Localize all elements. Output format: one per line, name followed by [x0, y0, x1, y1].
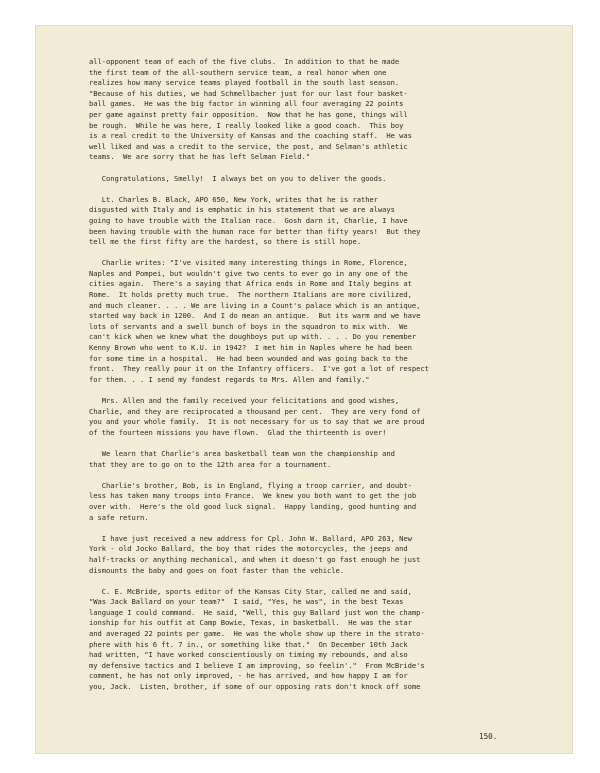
typewritten-text [89, 57, 526, 693]
text-line: lots of servants and a swell bunch of boys in the squadron to mix with. We [89, 321, 408, 331]
text-line: front. They really pour it on the Infantry officers. I've got a lot of respect [89, 364, 429, 374]
text-line: ionship for his outfit at Camp Bowie, Texas, in basketball. He was the star [89, 618, 412, 628]
paragraph [89, 396, 526, 438]
text-line: realizes how many service teams played football in the south last season. [89, 78, 400, 88]
paragraph [89, 481, 526, 523]
text-line: Mrs. Allen and the family received your felicitations and good wishes, [89, 396, 400, 405]
text-line: the first team of the all-southern service team, a real honor when one [89, 67, 387, 77]
text-line: Congratulations, Smelly! I always bet on you to deliver the goods. [89, 173, 387, 183]
paragraph [89, 195, 526, 248]
text-line: of the fourteen missions you have flown. Glad the thirteenth is over! [89, 427, 387, 437]
text-line: teams. We are sorry that he has left Selman Field." [89, 152, 310, 162]
text-line: my defensive tactics and I believe I am improving, so feelin'." From McBride's [89, 660, 425, 670]
paragraph [89, 449, 526, 470]
text-line: Naples and Pompei, but wouldn't give two cents to ever go in any one of the [89, 268, 408, 278]
text-line: half-tracks or anything mechanical, and when it doesn't go fast enough he just [89, 554, 421, 564]
text-line: Charlie's brother, Bob, is in England, flying a troop carrier, and doubt- [89, 480, 412, 490]
text-line: for them. . . I send my fondest regards to Mrs. Allen and family." [89, 374, 370, 384]
text-line: I have just received a new address for Cpl. John W. Ballard, APO 263, New [89, 533, 412, 543]
text-line: and averaged 22 points per game. He was the whole show up there in the strato- [89, 629, 425, 639]
text-line: We learn that Charlie's area basketball team won the championship and [89, 448, 395, 458]
text-line: York - old Jocko Ballard, the boy that rides the motorcycles, the jeeps and [89, 544, 408, 554]
paragraph [89, 534, 526, 576]
text-line: dismounts the baby and goes on foot faster than the vehicle. [89, 565, 344, 575]
text-line: you and your whole family. It is not necessary for us to say that we are proud [89, 417, 425, 427]
text-line: less has taken many troops into France. We knew you both want to get the job [89, 491, 417, 501]
text-line: Rome. It holds pretty much true. The northern Italians are more civilized, [89, 290, 412, 300]
text-line: cities again. There's a saying that Africa ends in Rome and Italy begins at [89, 279, 412, 289]
paragraph [89, 57, 526, 163]
text-line: "Was Jack Ballard on your team?" I said, "Yes, he was", in the best Texas [89, 597, 404, 607]
paragraph [89, 587, 526, 693]
text-line: been having trouble with the human race for better than fifty years! But they [89, 226, 421, 236]
text-line: Kenny Brown who went to K.U. in 1942? I met him in Naples where he had been [89, 343, 412, 353]
text-line: that they are to go on to the 12th area for a tournament. [89, 459, 332, 469]
paragraph [89, 174, 526, 185]
text-line: all-opponent team of each of the five clubs. In addition to that he made [89, 57, 400, 66]
text-line: over with. Here's the old good luck signal. Happy landing, good hunting and [89, 501, 417, 511]
text-line: you, Jack. Listen, brother, if some of our opposing rats don't knock off some [89, 682, 421, 692]
text-line: can't kick when we knew what the doughboys put up with. . . . Do you remember [89, 332, 417, 342]
text-line: tell me the first fifty are the hardest, so there is still hope. [89, 237, 361, 247]
text-line: Lt. Charles B. Black, APO 650, New York, writes that he is rather [89, 194, 378, 204]
text-line: going to have trouble with the Italian race. Gosh darn it, Charlie, I have [89, 215, 408, 225]
paragraph [89, 258, 526, 385]
text-line: ball games. He was the big factor in winning all four averaging 22 points [89, 99, 404, 109]
text-line: and much cleaner. . . . We are living in a Count's palace which is an antique, [89, 300, 421, 310]
text-line: language I could command. He said, "Well, this guy Ballard just won the champ- [89, 607, 425, 617]
text-line: be rough. While he was here, I really looked like a good coach. This boy [89, 120, 404, 130]
text-line: comment, he has not only improved, - he has arrived, and how happy I am for [89, 671, 408, 681]
text-line: for some time in a hospital. He had been wounded and was going back to the [89, 353, 408, 363]
text-line: C. E. McBride, sports editor of the Kansas City Star, called me and said, [89, 586, 412, 596]
text-line: Charlie, and they are reciprocated a thousand per cent. They are very fond of [89, 406, 421, 416]
text-line: well liked and was a credit to the service, the post, and Selman's athletic [89, 141, 408, 151]
text-line: started way back in 1200. And I do mean an antique. But its warm and we have [89, 311, 421, 321]
page-number: 150. [479, 732, 498, 741]
text-line: had written, "I have worked conscientiously on timing my rebounds, and also [89, 650, 408, 660]
text-line: phere with his 6 ft. 7 in., or something like that." On December 10th Jack [89, 639, 408, 649]
text-line: Charlie writes: "I've visited many interesting things in Rome, Florence, [89, 258, 408, 268]
text-line: disgusted with Italy and is emphatic in his statement that we are always [89, 205, 395, 215]
text-line: is a real credit to the University of Kansas and the coaching staff. He was [89, 131, 412, 141]
text-line: per game against pretty fair opposition. Now that he has gone, things will [89, 109, 408, 119]
text-line: "Because of his duties, we had Schmellbacher just for our last four basket- [89, 88, 408, 98]
text-line: a safe return. [89, 512, 149, 522]
